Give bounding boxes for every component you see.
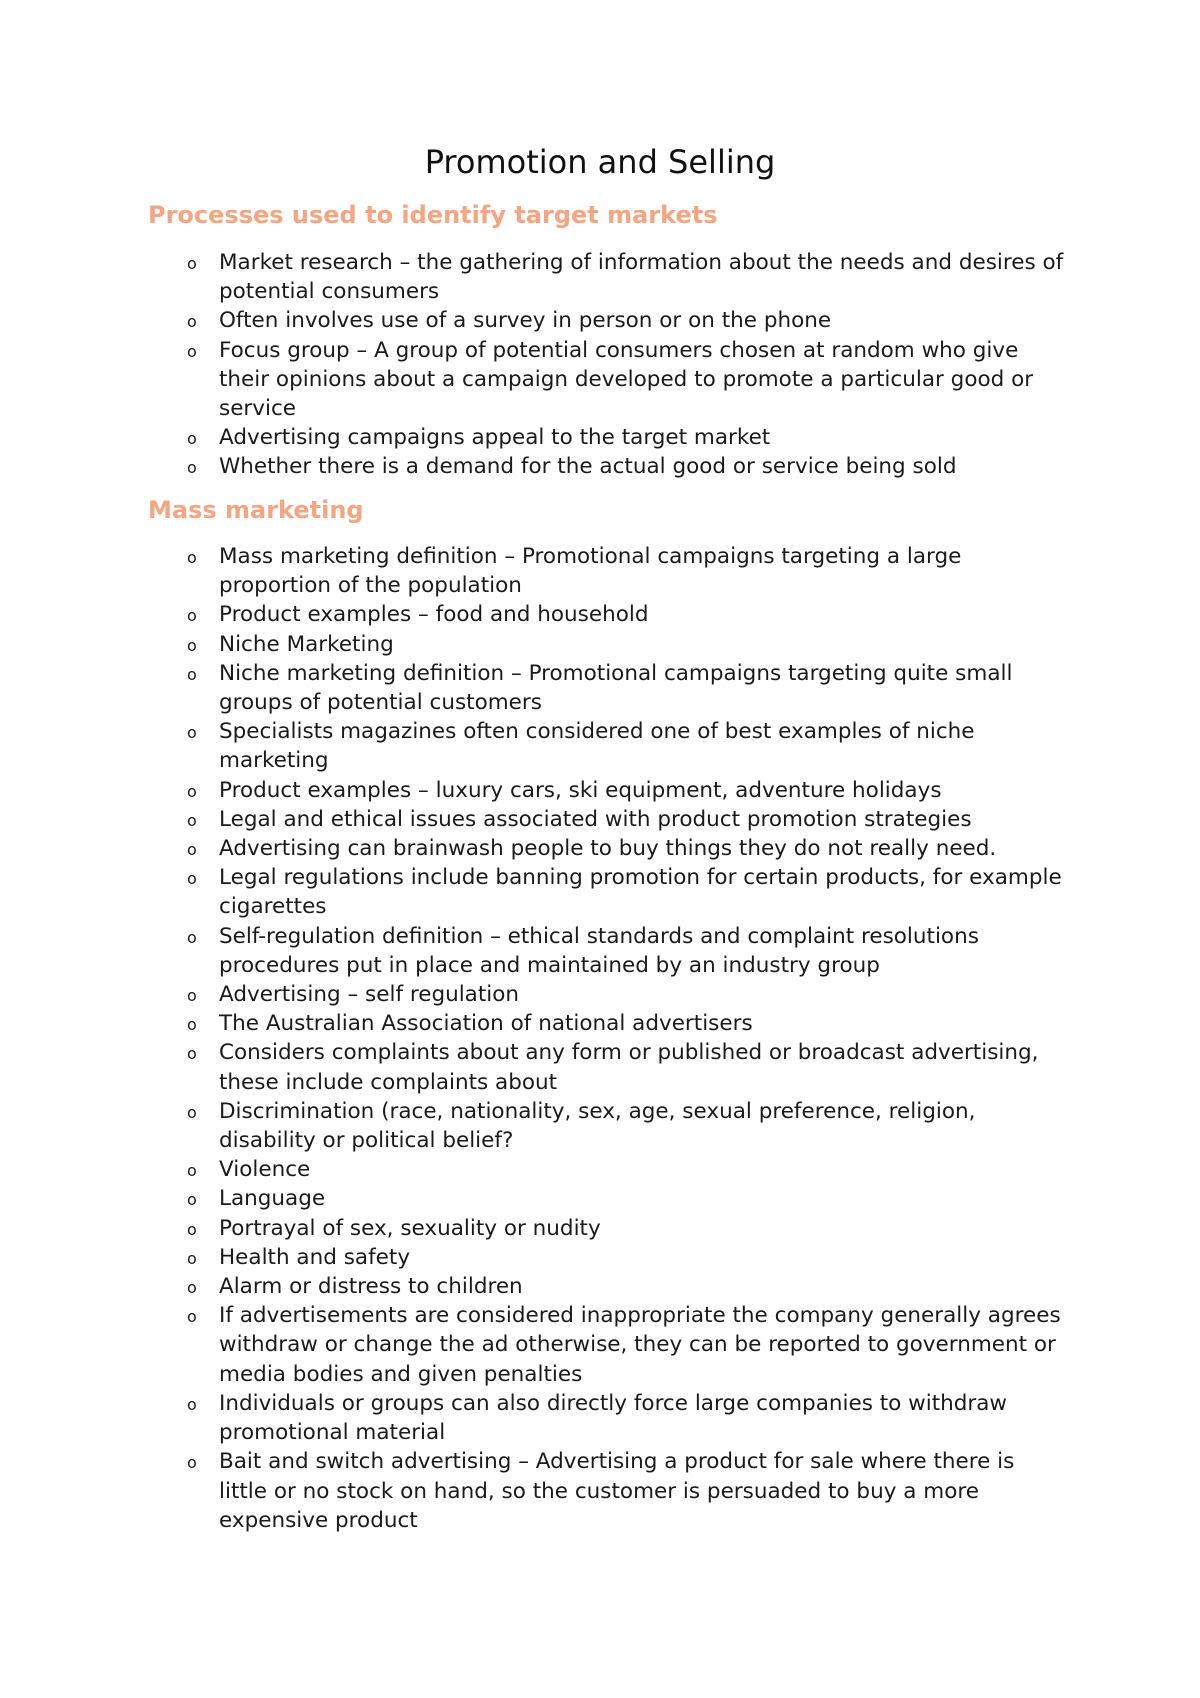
circle-bullet-icon: o <box>187 1278 197 1298</box>
list-item-text: Violence <box>219 1157 311 1183</box>
list-item <box>187 717 1067 775</box>
list-item-text: Market research – the gathering of information about the needs and desires of potential consumers <box>219 250 1064 305</box>
list-item <box>187 336 1067 424</box>
list-item-text: Individuals or groups can also directly force large companies to withdraw promotional material <box>219 1390 1008 1446</box>
list-item-text: Health and safety <box>219 1244 411 1270</box>
list-item-text: Self-regulation definition – ethical standards and complaint resolutions procedures put in place and maintained by an industry group <box>219 923 979 978</box>
list-item <box>187 452 1067 481</box>
circle-bullet-icon: o <box>187 1394 197 1414</box>
list-item-text: Product examples – luxury cars, ski equipment, adventure holidays <box>219 777 942 803</box>
section-heading-mass-marketing: Mass marketing <box>148 496 364 524</box>
list-item-text: Legal and ethical issues associated with product promotion strategies <box>219 806 972 832</box>
circle-bullet-icon: o <box>187 664 197 684</box>
list-item-text: Whether there is a demand for the actual good or service being sold <box>219 454 957 480</box>
list-item-text: Advertising – self regulation <box>219 982 520 1008</box>
list-item-text: Focus group – A group of potential consumers chosen at random who give their opinions about a campaign developed to promote a particular good or service <box>219 337 1034 422</box>
list-item-text: Product examples – food and household <box>219 602 649 628</box>
list-item-text: Alarm or distress to children <box>219 1274 523 1300</box>
list-item-text: Considers complaints about any form or published or broadcast advertising, these include complaints about <box>219 1040 1039 1095</box>
list-item <box>187 1038 1067 1096</box>
circle-bullet-icon: o <box>187 1102 197 1122</box>
list-item <box>187 542 1067 600</box>
list-item <box>187 1097 1067 1155</box>
list-item <box>187 1447 1067 1535</box>
circle-bullet-icon: o <box>187 1190 197 1210</box>
circle-bullet-icon: o <box>187 458 197 478</box>
circle-bullet-icon: o <box>187 312 197 332</box>
list-item <box>187 1184 1067 1213</box>
list-item <box>187 659 1067 717</box>
list-item <box>187 805 1067 834</box>
list-item <box>187 600 1067 629</box>
list-item <box>187 1214 1067 1243</box>
circle-bullet-icon: o <box>187 1307 197 1327</box>
circle-bullet-icon: o <box>187 1453 197 1473</box>
list-item-text: The Australian Association of national advertisers <box>219 1011 753 1037</box>
list-item <box>187 834 1067 863</box>
list-item <box>187 1301 1067 1389</box>
circle-bullet-icon: o <box>187 840 197 860</box>
circle-bullet-icon: o <box>187 810 197 830</box>
list-item <box>187 1155 1067 1184</box>
list-item-text: Portrayal of sex, sexuality or nudity <box>219 1215 601 1241</box>
list-item-text: If advertisements are considered inappropriate the company generally agrees withdraw or change the ad otherwise, they can be reported to government or media bodies and given penalties <box>219 1303 1061 1387</box>
list-item <box>187 776 1067 805</box>
list-item-text: Often involves use of a survey in person or on the phone <box>219 308 832 334</box>
list-item <box>187 1389 1067 1447</box>
list-item-text: Bait and switch advertising – Advertising a product for sale where there is little or no stock on hand, so the customer is persuaded to buy a more expensive product <box>219 1449 1015 1533</box>
list-item-text: Advertising campaigns appeal to the target market <box>219 425 771 451</box>
list-item <box>187 630 1067 659</box>
circle-bullet-icon: o <box>187 635 197 655</box>
circle-bullet-icon: o <box>187 986 197 1006</box>
circle-bullet-icon: o <box>187 1161 197 1181</box>
section-heading-target-markets: Processes used to identify target markets <box>148 201 718 229</box>
list-item-text: Mass marketing definition – Promotional campaigns targeting a large proportion of the population <box>219 544 962 599</box>
list-item <box>187 922 1067 980</box>
list-item <box>187 863 1067 921</box>
list-item <box>187 1272 1067 1301</box>
list-item-text: Specialists magazines often considered one of best examples of niche marketing <box>219 719 975 774</box>
circle-bullet-icon: o <box>187 1219 197 1239</box>
page-title: Promotion and Selling <box>424 143 776 181</box>
circle-bullet-icon: o <box>187 781 197 801</box>
list-item <box>187 1009 1067 1038</box>
list-item-text: Discrimination (race, nationality, sex, age, sexual preference, religion, disability or political belief? <box>219 1098 976 1154</box>
list-item <box>187 980 1067 1009</box>
list-item-text: Niche marketing definition – Promotional campaigns targeting quite small groups of potential customers <box>219 660 1013 716</box>
list-item <box>187 423 1067 452</box>
circle-bullet-icon: o <box>187 341 197 361</box>
target-markets-list <box>187 248 1067 482</box>
list-item-text: Niche Marketing <box>219 631 394 657</box>
circle-bullet-icon: o <box>187 429 197 449</box>
list-item <box>187 1243 1067 1272</box>
circle-bullet-icon: o <box>187 723 197 743</box>
circle-bullet-icon: o <box>187 254 197 273</box>
list-item-text: Language <box>219 1186 326 1212</box>
circle-bullet-icon: o <box>187 927 197 947</box>
mass-marketing-list <box>187 542 1067 1535</box>
circle-bullet-icon: o <box>187 606 197 626</box>
list-item-text: Advertising can brainwash people to buy things they do not really need. <box>219 836 997 862</box>
circle-bullet-icon: o <box>187 1248 197 1268</box>
list-item-text: Legal regulations include banning promotion for certain products, for example cigarettes <box>219 865 1062 920</box>
circle-bullet-icon: o <box>187 869 197 889</box>
list-item <box>187 248 1067 306</box>
list-item <box>187 306 1067 335</box>
circle-bullet-icon: o <box>187 1015 197 1035</box>
circle-bullet-icon: o <box>187 548 197 567</box>
circle-bullet-icon: o <box>187 1044 197 1064</box>
